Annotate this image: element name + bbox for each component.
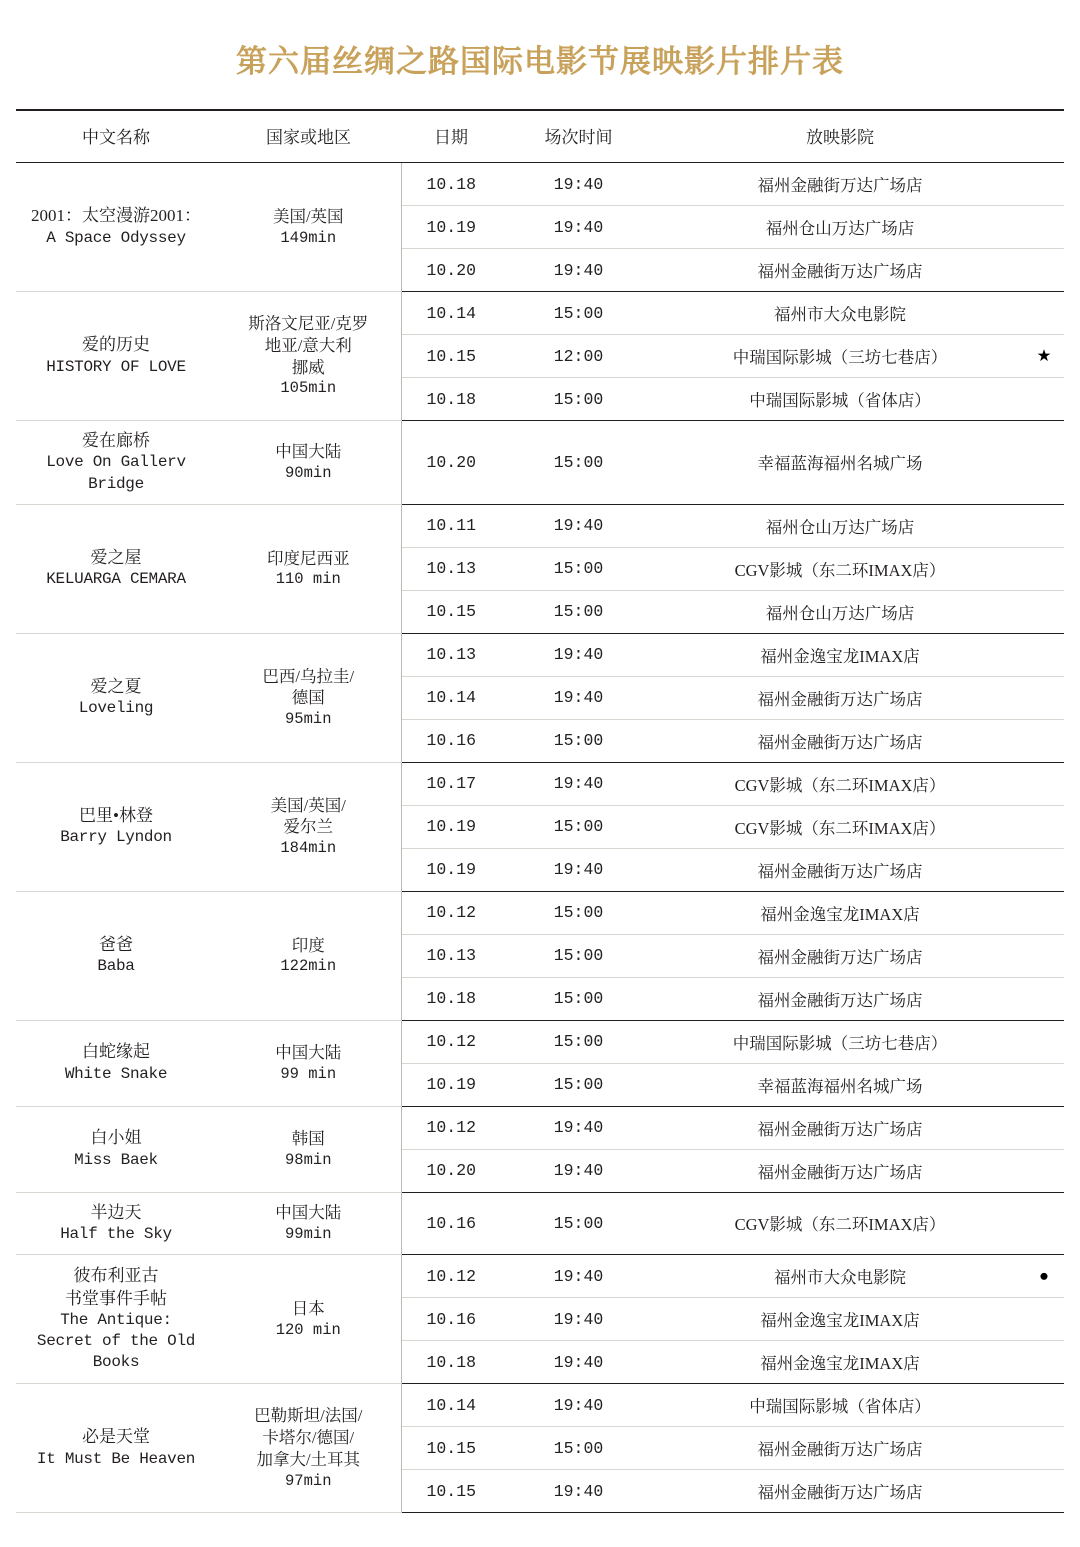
screening-date: 10.20 <box>401 249 501 292</box>
film-title-en: It Must Be Heaven <box>36 1449 196 1468</box>
screening-cinema: 福州仓山万达广场店 <box>656 206 1024 249</box>
screening-time: 15:00 <box>501 292 656 335</box>
screening-time: 15:00 <box>501 1192 656 1255</box>
screening-time: 15:00 <box>501 719 656 762</box>
film-title-zh: 爱之夏 <box>90 676 142 696</box>
screening-time: 15:00 <box>501 547 656 590</box>
film-region-line: 美国/英国 <box>272 206 344 226</box>
screening-cinema: 福州金融街万达广场店 <box>656 1470 1024 1513</box>
screening-date: 10.12 <box>401 1020 501 1063</box>
screening-mark-empty <box>1024 633 1064 676</box>
screening-cinema: 福州金逸宝龙IMAX店 <box>656 633 1024 676</box>
film-title-cell <box>16 1255 216 1384</box>
table-row <box>16 891 1064 934</box>
screening-time: 19:40 <box>501 249 656 292</box>
film-duration: 110 min <box>275 570 341 589</box>
column-header-cinema: 放映影院 <box>656 110 1024 163</box>
table-row <box>16 292 1064 335</box>
screening-date: 10.14 <box>401 1384 501 1427</box>
screening-cinema: 福州金融街万达广场店 <box>656 977 1024 1020</box>
screening-cinema: 幸福蓝海福州名城广场 <box>656 1063 1024 1106</box>
screening-date: 10.20 <box>401 421 501 505</box>
screening-date: 10.18 <box>401 378 501 421</box>
film-title-zh: 半边天 <box>90 1202 142 1222</box>
screening-date: 10.15 <box>401 1427 501 1470</box>
film-duration: 97min <box>284 1471 332 1490</box>
screening-time: 19:40 <box>501 163 656 206</box>
screening-cinema: 福州仓山万达广场店 <box>656 590 1024 633</box>
film-title-cell <box>16 633 216 762</box>
film-title-zh: 爱的历史 <box>82 335 150 355</box>
screening-mark-empty <box>1024 206 1064 249</box>
column-header-name: 中文名称 <box>16 110 216 163</box>
film-title-zh: 巴里•林登 <box>79 805 153 825</box>
screening-time: 15:00 <box>501 421 656 505</box>
film-title-cell <box>16 504 216 633</box>
table-row <box>16 1020 1064 1063</box>
film-title-en: The Antique: <box>60 1310 172 1329</box>
film-title-zh: 书堂事件手帖 <box>65 1288 167 1308</box>
column-header-region: 国家或地区 <box>216 110 401 163</box>
screening-date: 10.12 <box>401 1255 501 1298</box>
screening-mark-empty <box>1024 934 1064 977</box>
screening-mark-empty <box>1024 848 1064 891</box>
screening-date: 10.17 <box>401 762 501 805</box>
film-title-en: Miss Baek <box>74 1150 158 1169</box>
film-title-cell <box>16 421 216 505</box>
screening-cinema: 福州金逸宝龙IMAX店 <box>656 1298 1024 1341</box>
film-title-cell <box>16 1106 216 1192</box>
table-header <box>16 110 1064 163</box>
screening-date: 10.14 <box>401 292 501 335</box>
screening-time: 19:40 <box>501 1341 656 1384</box>
screening-mark-empty <box>1024 719 1064 762</box>
screening-mark-empty <box>1024 590 1064 633</box>
film-title-zh: 彼布利亚古 <box>73 1266 159 1286</box>
screening-time: 15:00 <box>501 805 656 848</box>
film-title-cell <box>16 1192 216 1255</box>
film-title-zh: 必是天堂 <box>82 1427 150 1447</box>
film-duration: 99 min <box>280 1064 337 1083</box>
screening-mark-empty <box>1024 249 1064 292</box>
screening-cinema: 福州金逸宝龙IMAX店 <box>656 891 1024 934</box>
film-title-en: A Space Odyssey <box>46 228 186 247</box>
screening-time: 15:00 <box>501 1427 656 1470</box>
screening-time: 12:00 <box>501 335 656 378</box>
film-region-line: 巴勒斯坦/法国/ <box>254 1406 363 1426</box>
screening-cinema: 中瑞国际影城（三坊七巷店） <box>656 1020 1024 1063</box>
screening-date: 10.19 <box>401 206 501 249</box>
screening-cinema: CGV影城（东二环IMAX店） <box>656 762 1024 805</box>
screening-time: 19:40 <box>501 1470 656 1513</box>
screening-cinema: 福州金融街万达广场店 <box>656 719 1024 762</box>
table-row <box>16 163 1064 206</box>
table-row <box>16 1106 1064 1149</box>
column-header-date: 日期 <box>401 110 501 163</box>
screening-time: 15:00 <box>501 590 656 633</box>
film-title-zh: 爸爸 <box>99 934 133 954</box>
film-region-cell <box>216 762 401 891</box>
screening-mark-empty <box>1024 292 1064 335</box>
screening-mark-empty <box>1024 1063 1064 1106</box>
screening-date: 10.19 <box>401 805 501 848</box>
screening-time: 19:40 <box>501 1255 656 1298</box>
film-region-line: 中国大陆 <box>275 442 342 462</box>
screening-mark-empty <box>1024 1020 1064 1063</box>
film-duration: 149min <box>280 228 337 247</box>
screening-mark-empty <box>1024 1106 1064 1149</box>
screening-time: 19:40 <box>501 1384 656 1427</box>
screening-mark-icon: ★ <box>1024 335 1064 378</box>
screening-time: 19:40 <box>501 633 656 676</box>
film-region-cell <box>216 1106 401 1192</box>
screening-date: 10.14 <box>401 676 501 719</box>
screening-mark-empty <box>1024 762 1064 805</box>
screening-cinema: 中瑞国际影城（省体店） <box>656 1384 1024 1427</box>
screening-cinema: 福州金融街万达广场店 <box>656 676 1024 719</box>
screening-date: 10.15 <box>401 590 501 633</box>
screening-time: 19:40 <box>501 762 656 805</box>
screening-time: 19:40 <box>501 504 656 547</box>
screening-cinema: CGV影城（东二环IMAX店） <box>656 1192 1024 1255</box>
film-duration: 122min <box>280 957 337 976</box>
screening-mark-empty <box>1024 1470 1064 1513</box>
screening-cinema: 幸福蓝海福州名城广场 <box>656 421 1024 505</box>
film-region-line: 德国 <box>291 688 325 708</box>
screening-time: 19:40 <box>501 848 656 891</box>
film-region-line: 挪威 <box>291 357 325 377</box>
screening-mark-empty <box>1024 977 1064 1020</box>
column-header-mark <box>1024 110 1064 163</box>
screening-mark-empty <box>1024 676 1064 719</box>
table-row <box>16 504 1064 547</box>
screening-mark-empty <box>1024 378 1064 421</box>
film-title-en: Half the Sky <box>60 1225 172 1244</box>
film-title-cell <box>16 163 216 292</box>
screening-mark-empty <box>1024 163 1064 206</box>
screening-time: 19:40 <box>501 1149 656 1192</box>
film-region-line: 韩国 <box>291 1129 325 1149</box>
table-row <box>16 762 1064 805</box>
film-region-cell <box>216 1255 401 1384</box>
screening-time: 19:40 <box>501 1298 656 1341</box>
film-region-line: 地亚/意大利 <box>264 335 352 355</box>
film-duration: 120 min <box>275 1320 341 1339</box>
screening-mark-empty <box>1024 1192 1064 1255</box>
screening-date: 10.16 <box>401 719 501 762</box>
film-title-zh: 爱之屋 <box>90 547 142 567</box>
screening-mark-empty <box>1024 504 1064 547</box>
film-title-zh: 2001：太空漫游2001： <box>31 206 201 226</box>
screening-mark-empty <box>1024 547 1064 590</box>
film-title-cell <box>16 1020 216 1106</box>
screening-cinema: 福州金逸宝龙IMAX店 <box>656 1341 1024 1384</box>
film-title-zh: 爱在廊桥 <box>82 431 150 450</box>
film-region-cell <box>216 163 401 292</box>
film-title-en: Barry Lyndon <box>60 828 172 847</box>
film-region-cell <box>216 891 401 1020</box>
screening-cinema: 中瑞国际影城（三坊七巷店） <box>656 335 1024 378</box>
film-duration: 90min <box>284 463 332 482</box>
film-title-en: Loveling <box>78 699 154 718</box>
screening-date: 10.13 <box>401 633 501 676</box>
screening-mark-empty <box>1024 1427 1064 1470</box>
screening-cinema: 福州金融街万达广场店 <box>656 1427 1024 1470</box>
film-region-line: 斯洛文尼亚/克罗 <box>248 314 369 334</box>
screening-mark-icon: ● <box>1024 1255 1064 1298</box>
screening-date: 10.18 <box>401 977 501 1020</box>
film-region-cell <box>216 633 401 762</box>
screening-cinema: 福州仓山万达广场店 <box>656 504 1024 547</box>
film-region-cell <box>216 504 401 633</box>
film-region-line: 印度尼西亚 <box>267 548 350 568</box>
film-duration: 95min <box>284 710 332 729</box>
film-title-zh: 白小姐 <box>90 1128 142 1148</box>
screening-date: 10.13 <box>401 934 501 977</box>
film-region-cell <box>216 292 401 421</box>
screening-time: 19:40 <box>501 1106 656 1149</box>
film-region-line: 中国大陆 <box>275 1043 342 1063</box>
film-title-cell <box>16 292 216 421</box>
screening-cinema: 中瑞国际影城（省体店） <box>656 378 1024 421</box>
film-title-en: Books <box>92 1353 140 1372</box>
film-duration: 105min <box>280 379 337 398</box>
screening-time: 15:00 <box>501 977 656 1020</box>
screening-mark-empty <box>1024 421 1064 505</box>
screening-schedule-table <box>16 109 1064 1513</box>
film-region-cell <box>216 1020 401 1106</box>
film-region-line: 印度 <box>291 935 325 955</box>
screening-date: 10.16 <box>401 1298 501 1341</box>
screening-mark-empty <box>1024 1341 1064 1384</box>
screening-date: 10.20 <box>401 1149 501 1192</box>
screening-cinema: 福州金融街万达广场店 <box>656 934 1024 977</box>
film-title-en: White Snake <box>64 1064 168 1083</box>
page-title: 第六届丝绸之路国际电影节展映影片排片表 <box>236 44 844 79</box>
screening-date: 10.16 <box>401 1192 501 1255</box>
screening-cinema: 福州金融街万达广场店 <box>656 1149 1024 1192</box>
screening-cinema: 福州金融街万达广场店 <box>656 1106 1024 1149</box>
screening-cinema: CGV影城（东二环IMAX店） <box>656 547 1024 590</box>
table-row <box>16 1255 1064 1298</box>
screening-time: 19:40 <box>501 676 656 719</box>
screening-date: 10.12 <box>401 1106 501 1149</box>
screening-date: 10.18 <box>401 1341 501 1384</box>
screening-cinema: 福州金融街万达广场店 <box>656 163 1024 206</box>
screening-date: 10.19 <box>401 848 501 891</box>
film-title-cell <box>16 1384 216 1513</box>
screening-date: 10.12 <box>401 891 501 934</box>
screening-mark-empty <box>1024 891 1064 934</box>
screening-time: 15:00 <box>501 1063 656 1106</box>
film-title-cell <box>16 891 216 1020</box>
film-region-line: 中国大陆 <box>275 1203 342 1223</box>
film-region-cell <box>216 1192 401 1255</box>
screening-date: 10.15 <box>401 1470 501 1513</box>
film-region-line: 卡塔尔/德国/ <box>262 1428 355 1448</box>
screening-time: 15:00 <box>501 1020 656 1063</box>
film-title-en: Baba <box>97 957 135 976</box>
table-header-row <box>16 110 1064 163</box>
screening-mark-empty <box>1024 1149 1064 1192</box>
film-title-en: Love On Gallerv Bridge <box>46 453 186 493</box>
film-title-en: KELUARGA CEMARA <box>46 570 186 589</box>
screening-cinema: 福州金融街万达广场店 <box>656 249 1024 292</box>
screening-mark-empty <box>1024 1384 1064 1427</box>
film-title-cell <box>16 762 216 891</box>
screening-mark-empty <box>1024 1298 1064 1341</box>
film-region-line: 爱尔兰 <box>283 817 333 837</box>
table-row <box>16 1384 1064 1427</box>
film-region-line: 日本 <box>291 1299 325 1319</box>
film-region-line: 巴西/乌拉圭/ <box>262 666 355 686</box>
screening-cinema: CGV影城（东二环IMAX店） <box>656 805 1024 848</box>
film-region-line: 美国/英国/ <box>270 795 346 815</box>
film-region-line: 加拿大/土耳其 <box>256 1449 361 1469</box>
screening-cinema: 福州市大众电影院 <box>656 292 1024 335</box>
film-title-en: HISTORY OF LOVE <box>46 357 186 376</box>
table-row <box>16 1192 1064 1255</box>
screening-mark-empty <box>1024 805 1064 848</box>
table-body <box>16 163 1064 1513</box>
film-region-cell <box>216 1384 401 1513</box>
screening-date: 10.19 <box>401 1063 501 1106</box>
film-region-cell <box>216 421 401 505</box>
film-duration: 99min <box>284 1225 332 1244</box>
table-row <box>16 633 1064 676</box>
column-header-time: 场次时间 <box>501 110 656 163</box>
screening-cinema: 福州金融街万达广场店 <box>656 848 1024 891</box>
screening-time: 15:00 <box>501 378 656 421</box>
screening-date: 10.15 <box>401 335 501 378</box>
film-duration: 184min <box>280 839 337 858</box>
film-title-zh: 白蛇缘起 <box>82 1042 150 1062</box>
screening-time: 15:00 <box>501 934 656 977</box>
screening-time: 15:00 <box>501 891 656 934</box>
film-duration: 98min <box>284 1150 332 1169</box>
screening-cinema: 福州市大众电影院 <box>656 1255 1024 1298</box>
table-row <box>16 421 1064 505</box>
screening-date: 10.11 <box>401 504 501 547</box>
screening-date: 10.13 <box>401 547 501 590</box>
screening-time: 19:40 <box>501 206 656 249</box>
film-title-en: Secret of the Old <box>36 1332 196 1351</box>
screening-date: 10.18 <box>401 163 501 206</box>
